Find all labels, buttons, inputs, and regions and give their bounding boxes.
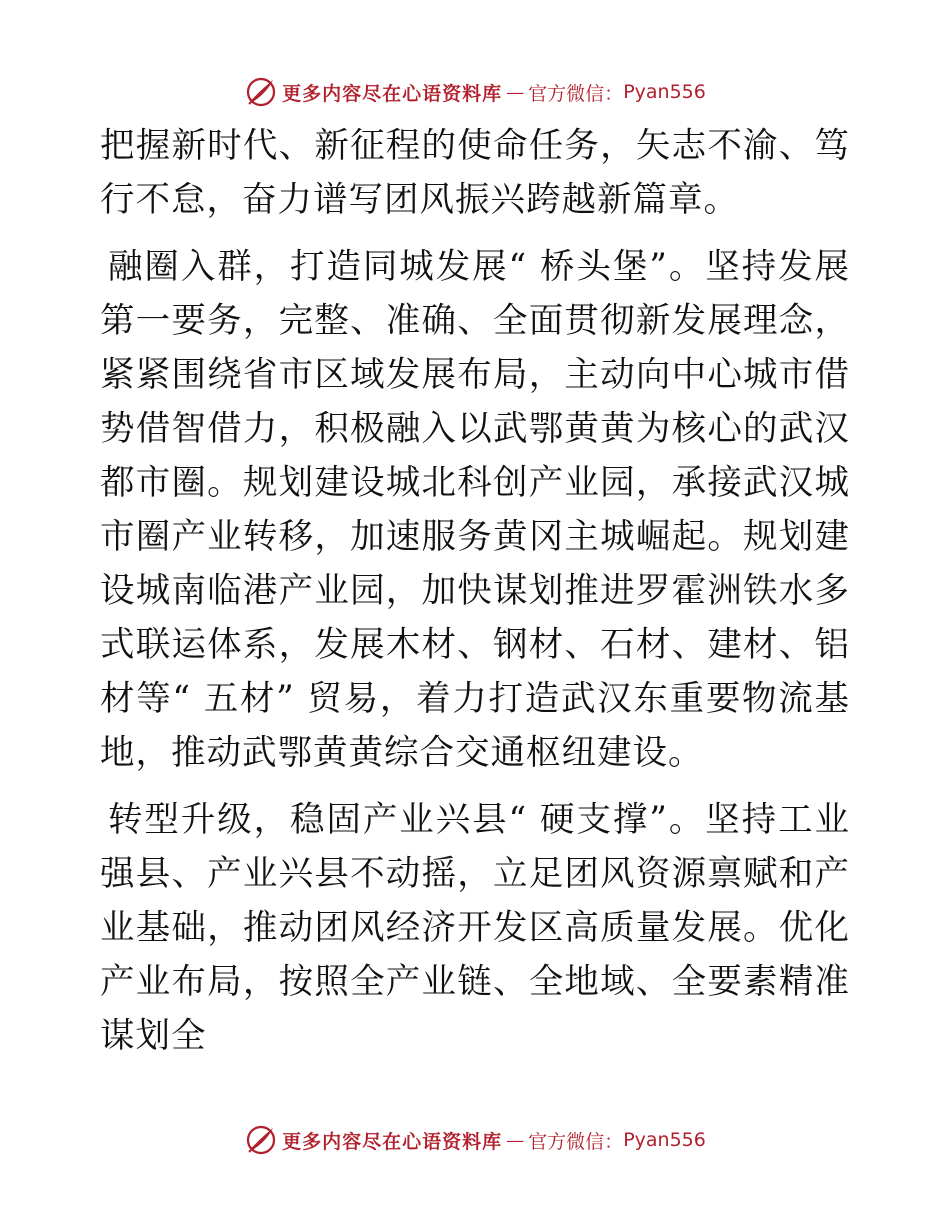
banner-brand-text: 更多内容尽在心语资料库 [282, 82, 503, 105]
header-watermark-banner [0, 72, 950, 112]
banner-dash: — [506, 81, 525, 103]
quill-logo-icon [244, 1123, 278, 1157]
banner-wechat-id: Pyan556 [623, 81, 706, 103]
banner-wechat-label: 官方微信： [528, 82, 624, 105]
quill-logo-icon [244, 75, 278, 109]
paragraph: 融圈入群，打造同城发展“ 桥头堡”。坚持发展第一要务，完整、准确、全面贯彻新发展理念，紧紧围绕省市区域发展布局，主动向中心城市借势借智借力，积极融入以武鄂黄黄为核心的武汉都市圈。规划建设城北科创产业园，承接武汉城市圈产业转移，加速服务黄冈主城崛起。规划建设城南临港产业园，加快谋划推进罗霍洲铁水多式联运体系，发展木材、钢材、石材、建材、铝材等“ 五材” 贸易，着力打造武汉东重要物流基地，推动武鄂黄黄综合交通枢纽建设。 [100, 247, 850, 773]
paragraph: 把握新时代、新征程的使命任务，矢志不渝、笃行不怠，奋力谱写团风振兴跨越新篇章。 [100, 126, 850, 220]
banner-dash: — [506, 1129, 525, 1151]
paragraph: 转型升级，稳固产业兴县“ 硬支撑”。坚持工业强县、产业兴县不动摇，立足团风资源禀赋和产业基础，推动团风经济开发区高质量发展。优化产业布局，按照全产业链、全地域、全要素精准谋划全 [100, 800, 850, 1056]
banner-brand-text: 更多内容尽在心语资料库 [282, 1130, 503, 1153]
banner-wechat-id: Pyan556 [623, 1129, 706, 1151]
document-body [100, 119, 850, 1076]
footer-watermark-banner [0, 1120, 950, 1160]
banner-wechat-label: 官方微信： [528, 1130, 624, 1153]
